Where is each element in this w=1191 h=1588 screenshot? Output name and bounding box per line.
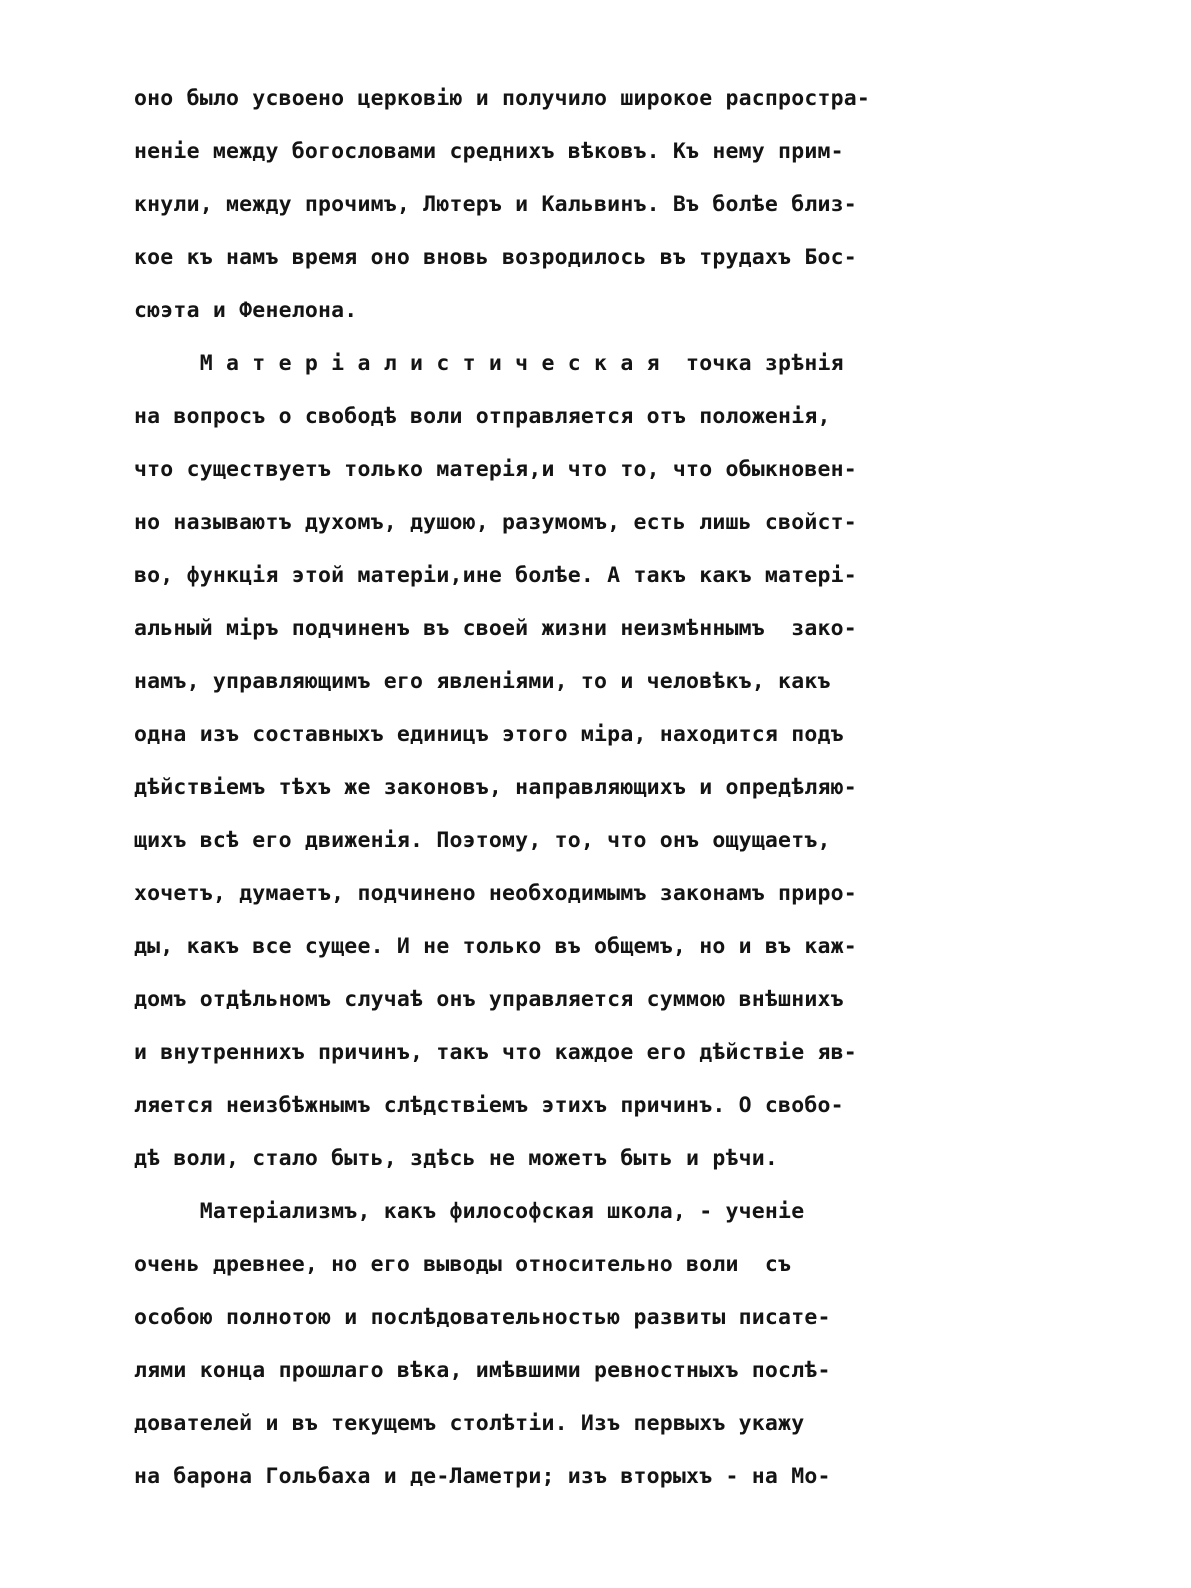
text-line: ляется неизбѣжнымъ слѣдствіемъ этихъ причинъ. О свобо- — [134, 1093, 844, 1118]
text-line: что существуетъ только матерія,и что то, что обыкновен- — [134, 457, 857, 482]
text-line: особою полнотою и послѣдовательностью развиты писате- — [134, 1305, 831, 1330]
text-line: лями конца прошлаго вѣка, имѣвшими ревностныхъ послѣ- — [134, 1358, 831, 1383]
text-line: одна изъ составныхъ единицъ этого міра, находится подъ — [134, 722, 844, 747]
text-line: кнули, между прочимъ, Лютеръ и Кальвинъ. Въ болѣе близ- — [134, 192, 857, 217]
paragraph-start-line: М а т е р і а л и с т и ч е с к а я точка зрѣнія — [134, 351, 844, 376]
text-line: дователей и въ текущемъ столѣтіи. Изъ первыхъ укажу — [134, 1411, 805, 1436]
text-line: оно было усвоено церковію и получило широкое распростра- — [134, 86, 871, 111]
text-line: домъ отдѣльномъ случаѣ онъ управляется суммою внѣшнихъ — [134, 987, 844, 1012]
text-line: во, функція этой матеріи,ине болѣе. А такъ какъ матері- — [134, 563, 857, 588]
text-line: щихъ всѣ его движенія. Поэтому, то, что онъ ощущаетъ, — [134, 828, 831, 853]
text-line: дѣ воли, стало быть, здѣсь не можетъ быть и рѣчи. — [134, 1146, 779, 1171]
text-line: ды, какъ все сущее. И не только въ общемъ, но и въ каж- — [134, 934, 857, 959]
text-line: хочетъ, думаетъ, подчинено необходимымъ законамъ приро- — [134, 881, 857, 906]
document-text-block — [134, 72, 1034, 1503]
text-line: очень древнее, но его выводы относительно воли съ — [134, 1252, 792, 1277]
text-line: на вопросъ о свободѣ воли отправляется отъ положенія, — [134, 404, 831, 429]
text-line: сюэта и Фенелона. — [134, 298, 358, 323]
text-line: альный міръ подчиненъ въ своей жизни неизмѣннымъ зако- — [134, 616, 857, 641]
text-line: но называютъ духомъ, душою, разумомъ, есть лишь свойст- — [134, 510, 857, 535]
text-line: на барона Гольбаха и де-Ламетри; изъ вторыхъ - на Мо- — [134, 1464, 831, 1489]
text-line: и внутреннихъ причинъ, такъ что каждое его дѣйствіе яв- — [134, 1040, 857, 1065]
text-line: неніе между богословами среднихъ вѣковъ. Къ нему прим- — [134, 139, 844, 164]
text-line: кое къ намъ время оно вновь возродилось въ трудахъ Бос- — [134, 245, 857, 270]
text-line: дѣйствіемъ тѣхъ же законовъ, направляющихъ и опредѣляю- — [134, 775, 857, 800]
paragraph-start-line: Матеріализмъ, какъ философская школа, - ученіе — [134, 1199, 805, 1224]
text-line: намъ, управляющимъ его явленіями, то и человѣкъ, какъ — [134, 669, 831, 694]
